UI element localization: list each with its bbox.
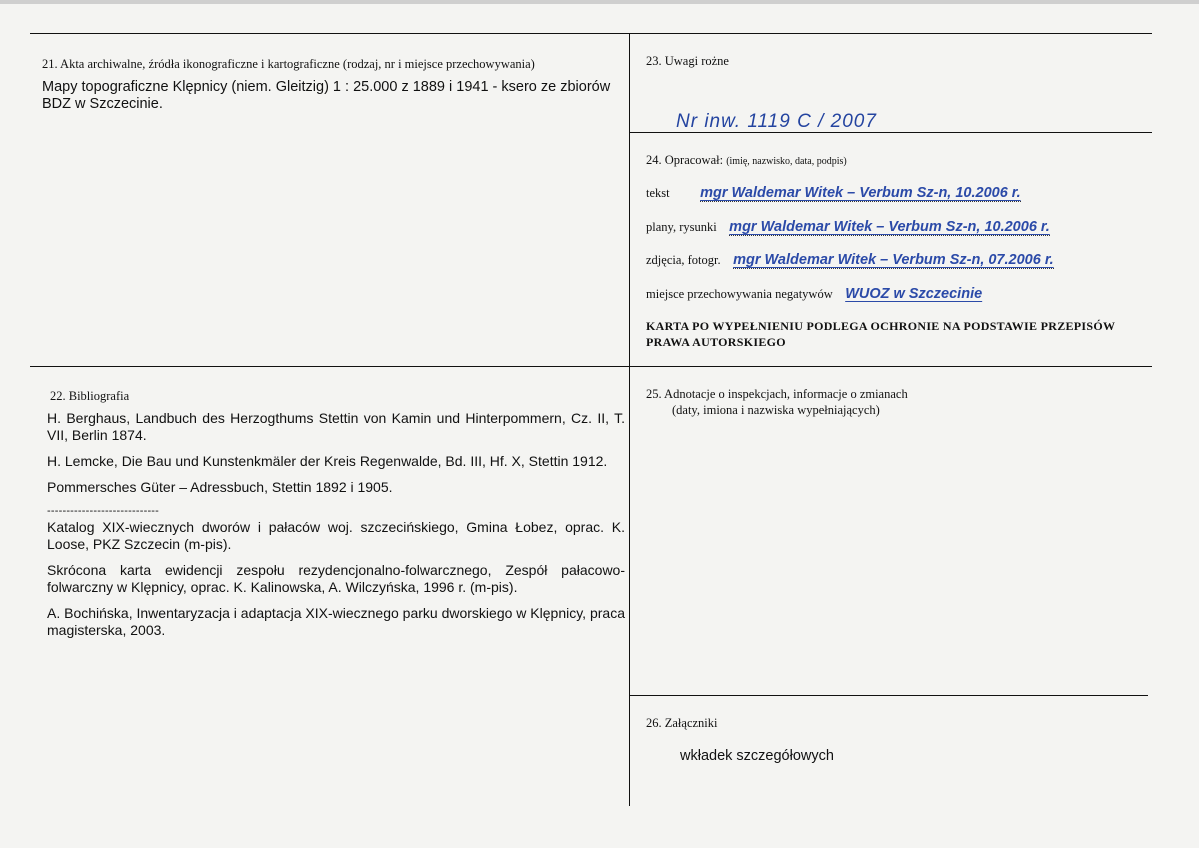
bibliography-entry: H. Berghaus, Landbuch des Herzogthums Stettin von Kamin und Hinterpommern, Cz. II, T. VII, Berlin 1874. (47, 410, 625, 443)
section21-heading: 21. Akta archiwalne, źródła ikonograficzne i kartograficzne (rodzaj, nr i miejsce przechowywania) (42, 57, 535, 71)
bibliography-entry: A. Bochińska, Inwentaryzacja i adaptacja XIX-wiecznego parku dworskiego w Klępnicy, praca magisterska, 2003. (47, 605, 625, 638)
plans-row-label: plany, rysunki (646, 220, 717, 234)
scan-top-edge (0, 0, 1199, 4)
section25-heading-line2: (daty, imiona i nazwiska wypełniających) (672, 403, 880, 417)
author-row-label: tekst (646, 186, 670, 200)
author-row-photos (646, 251, 1126, 269)
section25-bottom-line (630, 695, 1148, 696)
negatives-row-label: miejsce przechowywania negatywów (646, 287, 833, 301)
section22-heading: 22. Bibliografia (50, 389, 130, 403)
bibliography-entry: Katalog XIX-wiecznych dworów i pałaców woj. szczecińskiego, Gmina Łobez, oprac. K. Loose, PKZ Szczecin (m-pis). (47, 519, 625, 552)
negatives-location-row (646, 285, 1126, 303)
bibliography-entry: H. Lemcke, Die Bau und Kunstenkmäler der Kreis Regenwalde, Bd. III, Hf. X, Stettin 1912. (47, 453, 608, 469)
author-row-value: mgr Waldemar Witek – Verbum Sz-n, 10.2006 r. (700, 185, 1021, 201)
section24-heading-label: 24. Opracował: (646, 153, 724, 167)
negatives-row-value: WUOZ w Szczecinie (845, 286, 983, 302)
section24-heading-note: (imię, nazwisko, data, podpis) (726, 156, 847, 167)
bibliography-separator: ----------------------------- (47, 505, 160, 517)
copyright-notice: KARTA PO WYPEŁNIENIU PODLEGA OCHRONIE NA PODSTAWIE PRZEPISÓW PRAWA AUTORSKIEGO (646, 319, 1116, 349)
section21-text: Mapy topograficzne Klępnicy (niem. Gleitzig) 1 : 25.000 z 1889 i 1941 - ksero ze zbiorów BDZ w Szczecinie. (42, 79, 611, 112)
author-row-text (646, 184, 1126, 202)
center-divider-line (629, 33, 630, 806)
photos-row-label: zdjęcia, fotogr. (646, 253, 721, 267)
section25-heading-line1: 25. Adnotacje o inspekcjach, informacje o zmianach (646, 387, 908, 401)
author-row-plans (646, 218, 1126, 236)
bibliography-list (47, 410, 625, 639)
photos-row-value: mgr Waldemar Witek – Verbum Sz-n, 07.2006 r. (733, 252, 1054, 268)
section26-text: wkładek szczegółowych (680, 748, 834, 764)
middle-border-line (30, 366, 1152, 367)
bibliography-entry: Pommersches Güter – Adressbuch, Stettin 1892 i 1905. (47, 479, 393, 495)
top-border-line (30, 33, 1152, 34)
section26-heading: 26. Załączniki (646, 716, 718, 730)
plans-row-value: mgr Waldemar Witek – Verbum Sz-n, 10.2006 r. (729, 219, 1050, 235)
bibliography-entry: Skrócona karta ewidencji zespołu rezydencjonalno-folwarcznego, Zespół pałacowo-folwarczny w Klępnicy, oprac. K. Kalinowska, A. Wilczyńska, 1996 r. (m-pis). (47, 562, 625, 595)
section23-heading: 23. Uwagi rożne (646, 54, 729, 68)
section25-heading (646, 386, 908, 418)
inventory-number-handwriting: Nr inw. 1119 C / 2007 (676, 111, 877, 132)
section24-heading (646, 153, 847, 168)
